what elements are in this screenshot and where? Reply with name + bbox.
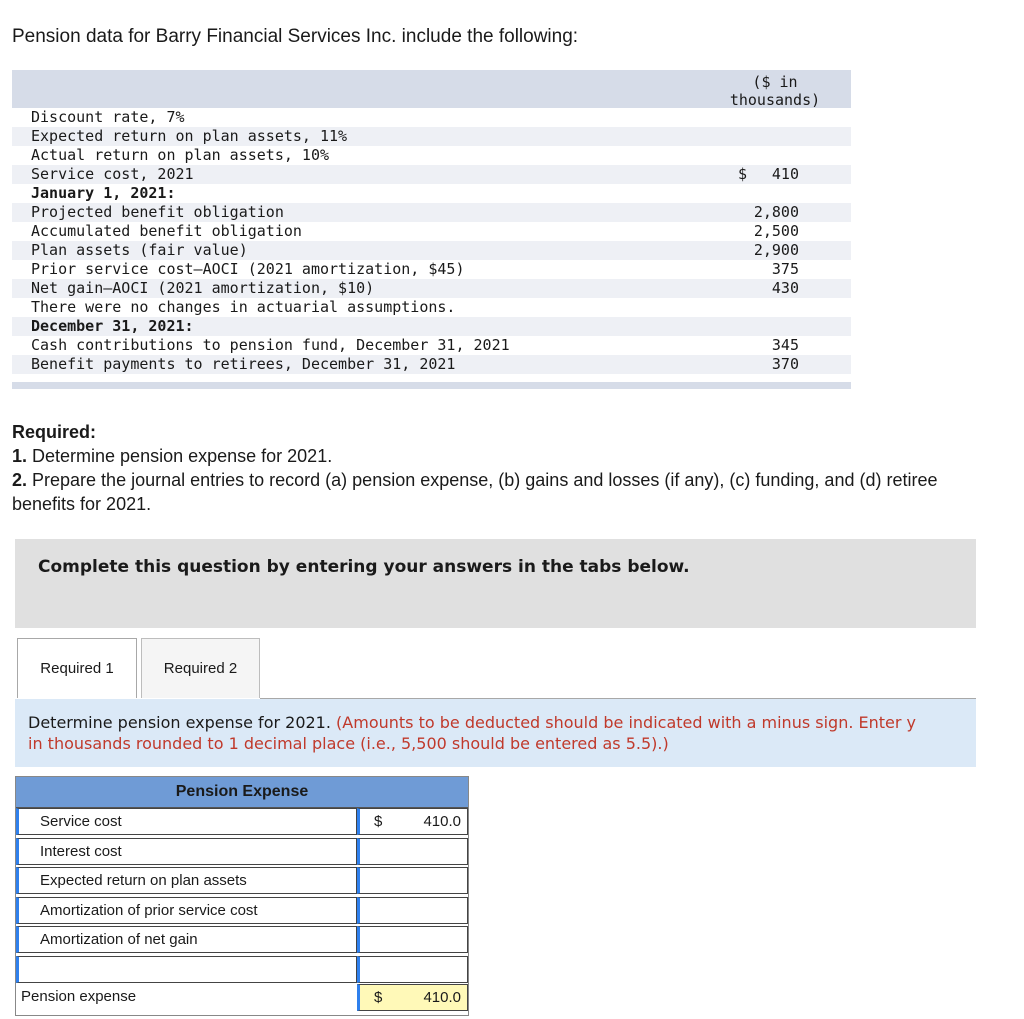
instruction-note-2: in thousands rounded to 1 decimal place (i.e., 5,500 should be entered as 5.5).)	[28, 734, 669, 753]
row-currency: $	[737, 165, 747, 183]
expense-amount-input[interactable]	[357, 867, 468, 894]
table-row	[12, 298, 851, 317]
table-row	[12, 203, 851, 222]
table-row	[12, 127, 851, 146]
table-header	[12, 70, 851, 108]
expense-label-input[interactable]: Expected return on plan assets	[16, 867, 357, 894]
pension-expense-total-row	[16, 984, 468, 1013]
tab-required-1[interactable]: Required 1	[17, 638, 137, 698]
expense-label-input[interactable]	[16, 956, 357, 983]
unit-header: ($ in thousands)	[729, 73, 821, 109]
expense-row	[16, 926, 468, 955]
row-value: 2,800	[753, 203, 799, 221]
table-row	[12, 108, 851, 127]
table-row	[12, 146, 851, 165]
required-item-2: 2. Prepare the journal entries to record (a) pension expense, (b) gains and losses (if any), (c) funding, and (d) retiree benefits for 2021.	[12, 470, 938, 514]
required-heading: Required:	[12, 422, 97, 442]
row-label: Benefit payments to retirees, December 31, 2021	[31, 355, 456, 373]
expense-currency: $	[374, 813, 383, 830]
expense-label-input[interactable]: Amortization of net gain	[16, 926, 357, 953]
row-label: Plan assets (fair value)	[31, 241, 248, 259]
expense-amount-input[interactable]	[357, 956, 468, 983]
row-value: 345	[771, 336, 799, 354]
row-label: Net gain–AOCI (2021 amortization, $10)	[31, 279, 375, 297]
expense-label-input[interactable]: Interest cost	[16, 838, 357, 865]
row-label: Cash contributions to pension fund, December 31, 2021	[31, 336, 510, 354]
row-label: Accumulated benefit obligation	[31, 222, 302, 240]
row-label: Actual return on plan assets, 10%	[31, 146, 330, 164]
required-item-1: 1. Determine pension expense for 2021.	[12, 446, 333, 466]
pension-expense-table	[15, 776, 469, 1016]
table-row	[12, 241, 851, 260]
expense-amount-input[interactable]	[357, 926, 468, 953]
table-row	[12, 165, 851, 184]
total-value: 410.0	[423, 989, 461, 1006]
table-row	[12, 317, 851, 336]
row-value: 2,500	[753, 222, 799, 240]
pension-expense-title: Pension Expense	[16, 777, 468, 808]
expense-row	[16, 838, 468, 867]
expense-row	[16, 956, 468, 985]
expense-row	[16, 808, 468, 837]
instruction-note-1: (Amounts to be deducted should be indicated with a minus sign. Enter y	[336, 713, 917, 732]
banner-text: Complete this question by entering your answers in the tabs below.	[38, 557, 690, 577]
tab-instruction	[15, 699, 976, 767]
table-row	[12, 336, 851, 355]
row-label: Projected benefit obligation	[31, 203, 284, 221]
expense-amount-input[interactable]	[357, 897, 468, 924]
expense-amount-input[interactable]	[357, 808, 468, 835]
row-label: There were no changes in actuarial assumptions.	[31, 298, 456, 316]
table-row	[12, 355, 851, 374]
total-value-cell	[357, 984, 468, 1011]
table-footer	[12, 382, 851, 389]
instruction-main: Determine pension expense for 2021.	[28, 713, 331, 732]
instruction-banner	[15, 539, 976, 628]
row-label: Expected return on plan assets, 11%	[31, 127, 348, 145]
row-value: 430	[771, 279, 799, 297]
row-value: 370	[771, 355, 799, 373]
expense-label-input[interactable]: Amortization of prior service cost	[16, 897, 357, 924]
tab-required-2[interactable]: Required 2	[141, 638, 260, 698]
expense-value: 410.0	[423, 813, 461, 830]
expense-row	[16, 867, 468, 896]
row-label: December 31, 2021:	[31, 317, 194, 335]
row-label: January 1, 2021:	[31, 184, 176, 202]
table-row	[12, 260, 851, 279]
expense-row	[16, 897, 468, 926]
required-section	[12, 420, 1002, 516]
table-row	[12, 222, 851, 241]
expense-amount-input[interactable]	[357, 838, 468, 865]
row-label: Prior service cost–AOCI (2021 amortization, $45)	[31, 260, 465, 278]
row-value: 410	[771, 165, 799, 183]
table-row	[12, 279, 851, 298]
expense-label-input[interactable]: Service cost	[16, 808, 357, 835]
intro-text: Pension data for Barry Financial Services Inc. include the following:	[12, 26, 579, 47]
table-row	[12, 184, 851, 203]
row-label: Discount rate, 7%	[31, 108, 185, 126]
pension-data-table	[12, 70, 851, 389]
row-label: Service cost, 2021	[31, 165, 194, 183]
total-label: Pension expense	[16, 984, 357, 1011]
row-value: 2,900	[753, 241, 799, 259]
total-currency: $	[374, 989, 383, 1006]
row-value: 375	[771, 260, 799, 278]
